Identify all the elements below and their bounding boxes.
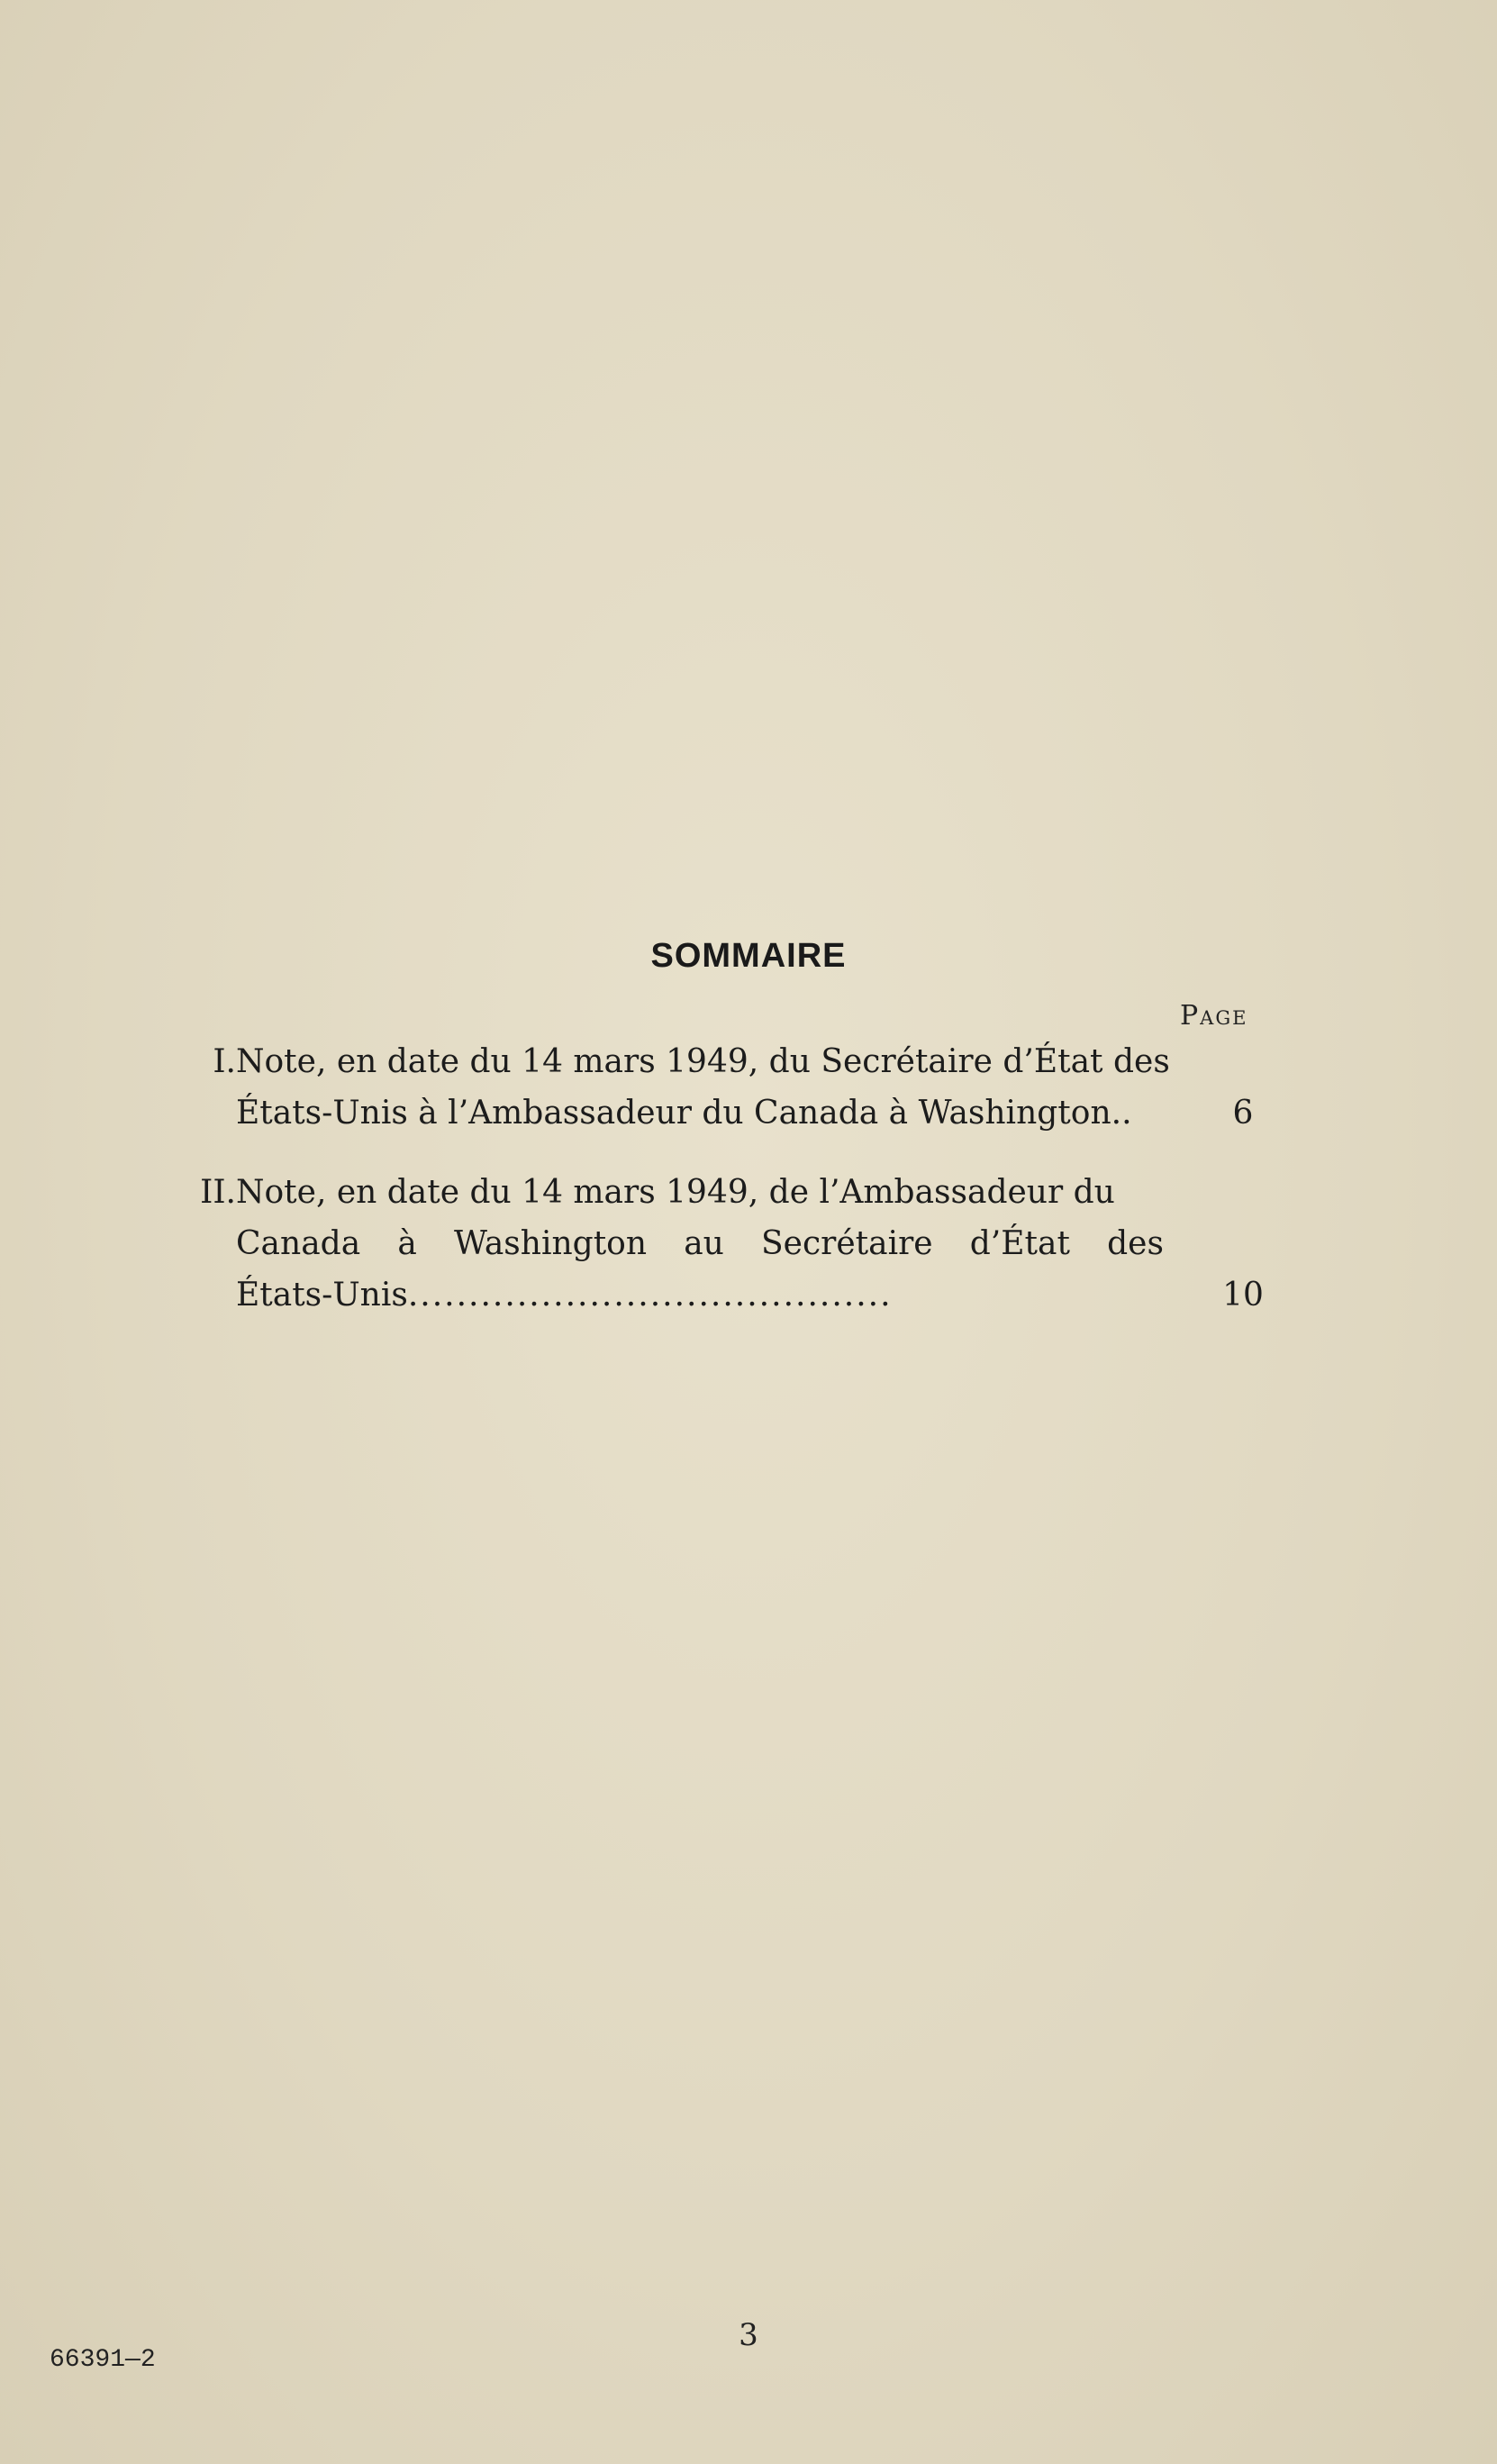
entry-last-line [236, 1269, 1164, 1321]
justified-word: au [684, 1225, 724, 1262]
page-number: 3 [739, 2317, 758, 2353]
entry-line: Note, en date du 14 mars 1949, de l’Ambassadeur du [236, 1174, 1115, 1211]
entry-page-number: 6 [1232, 1095, 1254, 1132]
entry-page-number: 10 [1222, 1277, 1264, 1314]
page-title: SOMMAIRE [650, 937, 847, 975]
entry-line: États-Unis [236, 1277, 408, 1314]
entry-text [236, 1167, 1164, 1321]
entry-number: II. [200, 1174, 236, 1211]
print-code: 66391—2 [50, 2346, 156, 2374]
justified-word: à [397, 1225, 417, 1262]
justified-word: Canada [236, 1225, 361, 1262]
entry-line-justified [236, 1218, 1164, 1269]
entry-number: I. [213, 1043, 236, 1080]
leader-dots: ........................................ [407, 1277, 893, 1314]
justified-word: Secrétaire [761, 1225, 933, 1262]
entry-line: Note, en date du 14 mars 1949, du Secrétaire d’État des [236, 1043, 1170, 1080]
justified-word: d’État [969, 1225, 1070, 1262]
page-column-label: Page [1180, 1000, 1248, 1032]
entry-line: États-Unis à l’Ambassadeur du Canada à Washington.. [236, 1095, 1132, 1132]
justified-word: Washington [453, 1225, 648, 1262]
entry-text [236, 1036, 1170, 1139]
justified-word: des [1107, 1225, 1164, 1262]
